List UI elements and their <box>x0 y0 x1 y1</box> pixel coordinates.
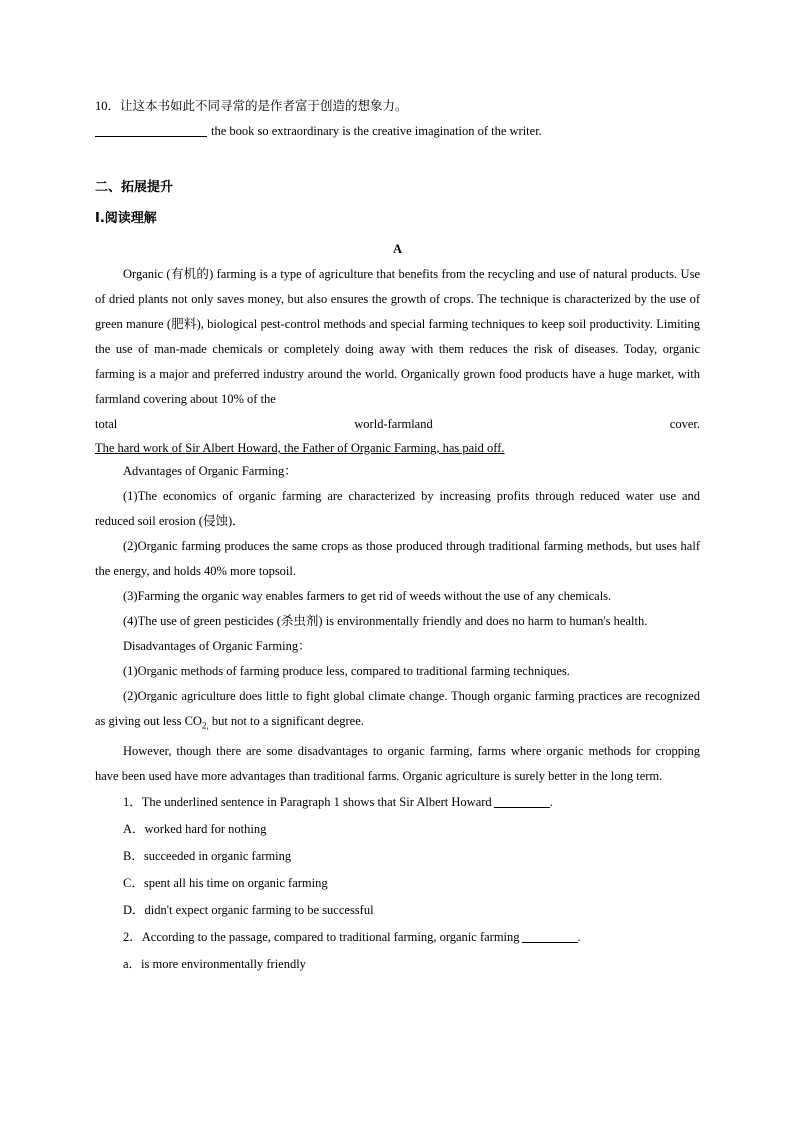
answer-blank[interactable] <box>522 928 578 943</box>
disadvantage-2-text: (2)Organic agriculture does little to fight global climate change. Though organic farming practices are recognized as giving out less CO <box>95 689 700 728</box>
word-world-farmland: world-farmland <box>354 417 433 431</box>
disadvantage-2 <box>95 684 700 739</box>
question-1-option-c[interactable]: C．spent all his time on organic farming <box>123 875 328 890</box>
part-title: I.阅读理解 <box>95 211 157 226</box>
question-1-option-a[interactable]: A．worked hard for nothing <box>123 821 267 836</box>
word-cover: cover. <box>669 417 700 431</box>
advantage-4: (4)The use of green pesticides (杀虫剂) is environmentally friendly and does no harm to human's health. <box>123 614 648 628</box>
question-1-option-d[interactable]: D．didn't expect organic farming to be successful <box>123 902 374 917</box>
section-title: 二、拓展提升 <box>95 180 174 195</box>
advantage-2: (2)Organic farming produces the same crops as those produced through traditional farming methods, but uses half the energy, and holds 40% more topsoil. <box>95 539 700 578</box>
question-10-chinese: 10．让这本书如此不同寻常的是作者富于创造的想象力。 <box>95 99 408 113</box>
co2-subscript: 2, <box>201 720 209 731</box>
passage-paragraph-1: Organic (有机的) farming is a type of agriculture that benefits from the recycling and use of natural products. Use of dried plants not only saves money, but also ensures the growth of crops. The technique is characterized by the use of green manure (肥料), biological pest-control methods and special farming techniques to keep soil productivity. Limiting the use of man-made chemicals or completely doing away with them reduces the risk of diseases. Today, organic farming is a major and preferred industry around the world. Organically grown food products have a huge market, with farmland covering about 10% of the <box>95 267 700 406</box>
passage-label: A <box>392 242 403 256</box>
question-10-text: the book so extraordinary is the creative imagination of the writer. <box>211 124 542 138</box>
conclusion-paragraph: However, though there are some disadvantages to organic farming, farms where organic methods for cropping have been used have more advantages than traditional farms. Organic agriculture is surely better in the long term. <box>95 743 700 783</box>
document-page <box>95 94 700 978</box>
disadvantage-1: (1)Organic methods of farming produce less, compared to traditional farming techniques. <box>123 664 570 678</box>
answer-blank[interactable] <box>494 793 550 808</box>
passage-paragraph-1-end <box>95 412 700 437</box>
question-1-stem: 1．The underlined sentence in Paragraph 1 shows that Sir Albert Howard . <box>123 794 553 809</box>
underlined-sentence: The hard work of Sir Albert Howard, the Father of Organic Farming, has paid off. <box>95 441 505 455</box>
question-2-option-a[interactable]: a．is more environmentally friendly <box>123 956 306 971</box>
disadvantage-2-end: but not to a significant degree. <box>208 714 364 728</box>
disadvantages-title: Disadvantages of Organic Farming： <box>123 639 311 653</box>
advantage-1: (1)The economics of organic farming are characterized by increasing profits through reduced water use and reduced soil erosion (侵蚀)． <box>95 489 700 528</box>
word-total: total <box>95 417 118 431</box>
advantage-3: (3)Farming the organic way enables farmers to get rid of weeds without the use of any chemicals. <box>123 589 612 603</box>
answer-blank[interactable] <box>95 122 207 137</box>
question-10-english <box>95 119 700 144</box>
question-1-option-b[interactable]: B．succeeded in organic farming <box>123 848 292 863</box>
question-2-stem: 2．According to the passage, compared to traditional farming, organic farming . <box>123 929 581 944</box>
advantages-title: Advantages of Organic Farming： <box>123 464 297 478</box>
